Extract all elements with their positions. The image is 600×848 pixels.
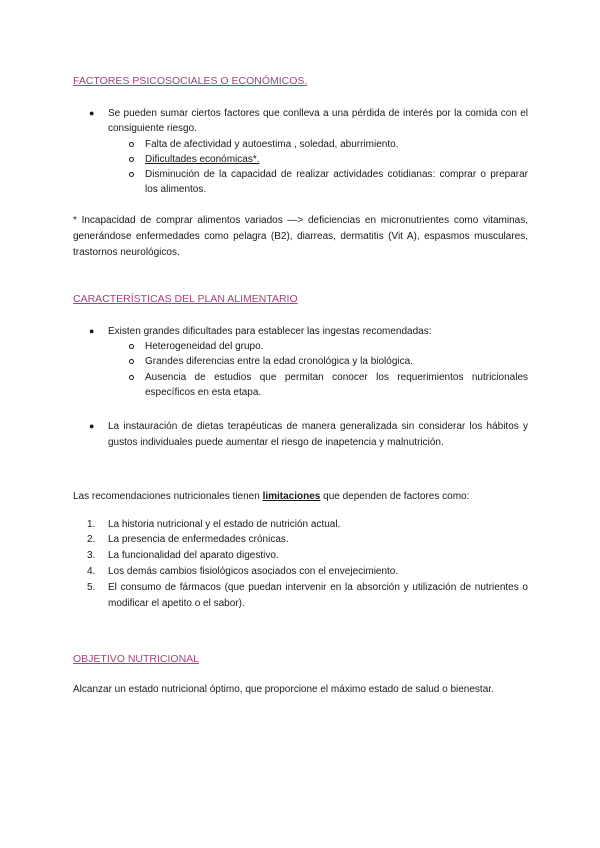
list-item-continuation: modificar el apetito o el sabor).: [108, 598, 245, 609]
sub-bullet-circle: [129, 142, 134, 147]
sub-item-ausencia-line2: específicos en esta etapa.: [145, 387, 262, 398]
footnote-line3: trastornos neurológicos.: [73, 247, 180, 258]
bullet-dot: ●: [89, 108, 95, 118]
sub-item-ausencia-line1: Ausencia de estudios que permitan conocer los requerimientos nutricionales: [145, 372, 528, 383]
list-number: 5.: [87, 582, 96, 593]
sub-bullet-circle: [129, 375, 134, 380]
bullet-dot: ●: [89, 421, 95, 431]
sub-bullet-circle: [129, 157, 134, 162]
limitations-intro: [73, 490, 469, 503]
sub-item-afectividad: Falta de afectividad y autoestima , soledad, aburrimiento.: [145, 139, 399, 150]
limitations-keyword: limitaciones: [262, 491, 321, 502]
sub-item-heterogeneidad: Heterogeneidad del grupo.: [145, 341, 264, 352]
bullet-text-line1: Se pueden sumar ciertos factores que conlleva a una pérdida de interés por la comida con el: [108, 108, 528, 119]
objetivo-text: Alcanzar un estado nutricional óptimo, que proporcione el máximo estado de salud o bienestar.: [73, 684, 494, 695]
bullet-text-line2: consiguiente riesgo.: [108, 123, 197, 134]
list-item: La funcionalidad del aparato digestivo.: [108, 550, 279, 561]
section-heading-psicosociales: FACTORES PSICOSOCIALES O ECONÓMICOS.: [73, 75, 308, 87]
bullet-dietas-line1: La instauración de dietas terapéuticas de manera generalizada sin considerar los hábitos y: [108, 421, 528, 432]
limitations-intro-after: que dependen de factores como:: [320, 491, 470, 502]
sub-bullet-circle: [129, 359, 134, 364]
list-item: Los demás cambios fisiológicos asociados con el envejecimiento.: [108, 566, 399, 577]
section-heading-plan: CARACTERÍSTICAS DEL PLAN ALIMENTARIO: [73, 293, 298, 305]
section-heading-objetivo: OBJETIVO NUTRICIONAL: [73, 653, 200, 665]
list-number: 4.: [87, 566, 96, 577]
limitations-intro-before: Las recomendaciones nutricionales tienen: [73, 491, 263, 502]
list-number: 2.: [87, 534, 96, 545]
bullet-dificultades: Existen grandes dificultades para establecer las ingestas recomendadas:: [108, 326, 432, 337]
list-item: El consumo de fármacos (que puedan intervenir en la absorción y utilización de nutrientes o: [108, 582, 528, 593]
bullet-dietas-line2: gustos individuales puede aumentar el riesgo de inapetencia y malnutrición.: [108, 437, 444, 448]
sub-item-dificultades-text: Dificultades económicas*.: [145, 154, 260, 165]
list-item: La presencia de enfermedades crónicas.: [108, 534, 289, 545]
sub-item-capacidad-line2: los alimentos.: [145, 184, 207, 195]
sub-bullet-circle: [129, 172, 134, 177]
bullet-dot: ●: [89, 326, 95, 336]
list-number: 3.: [87, 550, 96, 561]
sub-item-dificultades: [145, 153, 260, 166]
sub-item-capacidad-line1: Disminución de la capacidad de realizar actividades cotidianas: comprar o preparar: [145, 169, 528, 180]
footnote-line2: generándose enfermedades como pelagra (B2), diarreas, dermatitis (Vit A), espasmos musculares,: [73, 231, 528, 242]
sub-bullet-circle: [129, 344, 134, 349]
sub-item-diferencias: Grandes diferencias entre la edad cronológica y la biológica.: [145, 356, 413, 367]
list-item: La historia nutricional y el estado de nutrición actual.: [108, 519, 341, 530]
footnote-line1: * Incapacidad de comprar alimentos variados —> deficiencias en micronutrientes como vitaminas,: [73, 215, 528, 226]
list-number: 1.: [87, 519, 96, 530]
